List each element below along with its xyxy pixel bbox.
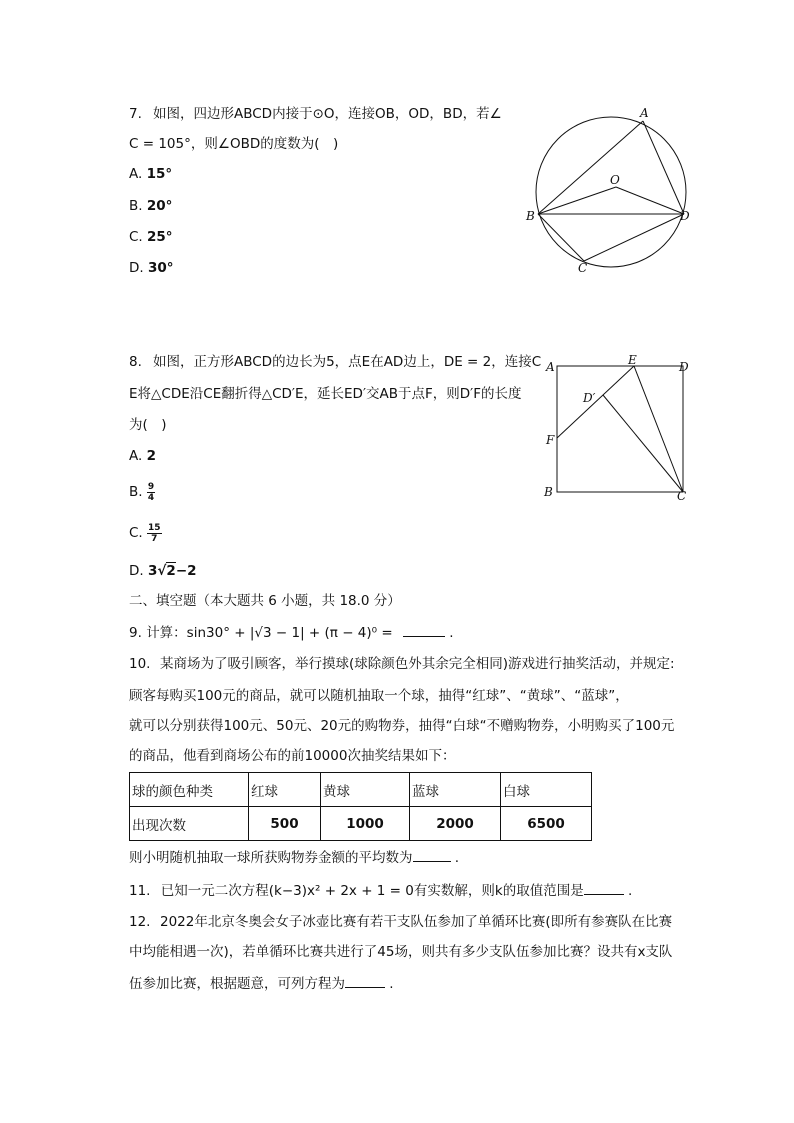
q12-line3-wrap [129, 973, 394, 994]
q10-number: 10. [129, 656, 151, 672]
label-a: A [640, 106, 649, 120]
q10-line1: 某商场为了吸引顾客，举行摸球(球除颜色外其余完全相同)游戏进行抽奖活动，并规定: [160, 656, 675, 672]
q8-option-d: D. 3√2−2 [129, 563, 197, 579]
segment-ef [557, 366, 634, 438]
q10-question-text: 则小明随机抽取一球所获购物券金额的平均数为 [129, 850, 413, 866]
q7-option-b: B. 20° [129, 198, 173, 214]
q11-text: 已知一元二次方程(k−3)x² + 2x + 1 = 0有实数解，则k的取值范围是 [160, 883, 584, 899]
q10-line2: 顾客每购买100元的商品，就可以随机抽取一个球，抽得“红球”、“黄球”、“蓝球”， [129, 688, 629, 704]
label-e: E [628, 353, 637, 367]
q11 [129, 880, 632, 901]
q12-end: . [389, 976, 394, 992]
q7-figure [520, 100, 700, 280]
table-cell: 蓝球 [410, 773, 501, 807]
q12-line1: 2022年北京冬奥会女子冰壶比赛有若干支队伍参加了单循环比赛(即所有参赛队在比赛 [160, 914, 673, 930]
table-cell: 1000 [321, 807, 410, 841]
q10-question [129, 847, 459, 868]
q10-end: . [454, 850, 460, 866]
q9 [129, 622, 454, 643]
table-cell: 白球 [501, 773, 592, 807]
table-row [130, 807, 592, 841]
q11-end: . [628, 883, 633, 899]
section-heading: 二、填空题（本大题共 6 小题，共 18.0 分） [129, 593, 401, 609]
label-o: O [610, 173, 620, 187]
table-header-row [130, 773, 592, 807]
segment-bc [538, 214, 584, 261]
q10-answer-blank[interactable] [413, 847, 451, 862]
table-cell: 球的颜色种类 [130, 773, 249, 807]
q10-results-table [129, 772, 592, 841]
q12-answer-blank[interactable] [345, 973, 385, 988]
square-abcd [557, 366, 683, 492]
fraction-15-7: $\frac{15}{7}$ [148, 522, 161, 544]
q8-option-c: C. $\frac{15}{7}$ [129, 522, 161, 544]
q8-stem-line3: 为( ) [129, 417, 167, 433]
label-b: B [526, 209, 535, 223]
segment-cd [584, 214, 684, 261]
table-cell: 黄球 [321, 773, 410, 807]
table-cell: 红球 [249, 773, 321, 807]
segment-ce [634, 366, 683, 492]
q8-stem-line1: 如图，正方形ABCD的边长为5，点E在AD边上，DE = 2，连接C [153, 354, 542, 370]
q12-number: 12. [129, 914, 151, 930]
table-cell: 500 [249, 807, 321, 841]
label-c: C [677, 489, 687, 503]
q11-number: 11. [129, 883, 151, 899]
table-cell: 出现次数 [130, 807, 249, 841]
q9-text: 计算：sin30° + |√3 − 1| + (π − 4)⁰ = [146, 625, 397, 641]
label-b: B [544, 485, 553, 499]
q7-option-a: A. 15° [129, 166, 173, 182]
circle-o [536, 117, 686, 267]
q12-line3: 伍参加比赛，根据题意，可列方程为 [129, 976, 345, 992]
q7-stem-line2: C = 105°，则∠OBD的度数为( ) [129, 136, 339, 152]
q8-stem-line2: E将△CDE沿CE翻折得△CD′E，延长ED′交AB于点F，则D′F的长度 [129, 386, 522, 402]
q7-option-c: C. 25° [129, 229, 173, 245]
q8-option-a: A. 2 [129, 448, 156, 464]
sqrt-sign: √ [157, 563, 167, 579]
q9-answer-blank[interactable] [403, 622, 445, 637]
segment-ob [538, 187, 616, 214]
fraction-9-4: $\frac{9}{4}$ [147, 481, 155, 503]
label-c: C [578, 261, 588, 275]
label-d-prime: D′ [583, 391, 596, 405]
table-cell: 2000 [410, 807, 501, 841]
label-d: D [680, 209, 690, 223]
q8-number: 8. [129, 354, 142, 370]
segment-ba [538, 121, 643, 214]
label-f: F [546, 433, 555, 447]
q10-line4: 的商品，他看到商场公布的前10000次抽奖结果如下： [129, 748, 456, 764]
q8-option-b: B. $\frac{9}{4}$ [129, 481, 155, 503]
label-d: D [679, 360, 689, 374]
q12-line2: 中均能相遇一次)，若单循环比赛共进行了45场，则共有多少支队伍参加比赛？设共有x支队 [129, 944, 673, 960]
q10-line3: 就可以分别获得100元、50元、20元的购物券，抽得“白球“不赠购物券，小明购买了100元 [129, 718, 675, 734]
q8-figure [540, 352, 700, 507]
q9-number: 9. [129, 625, 142, 641]
label-a: A [546, 360, 555, 374]
q9-end: . [449, 625, 454, 641]
q7-number: 7. [129, 106, 142, 122]
table-cell: 6500 [501, 807, 592, 841]
q7-stem-line1: 如图，四边形ABCD内接于⊙O，连接OB，OD，BD，若∠ [153, 106, 502, 122]
q11-answer-blank[interactable] [584, 880, 624, 895]
q7-option-d: D. 30° [129, 260, 174, 276]
segment-d-prime-c [603, 395, 683, 492]
